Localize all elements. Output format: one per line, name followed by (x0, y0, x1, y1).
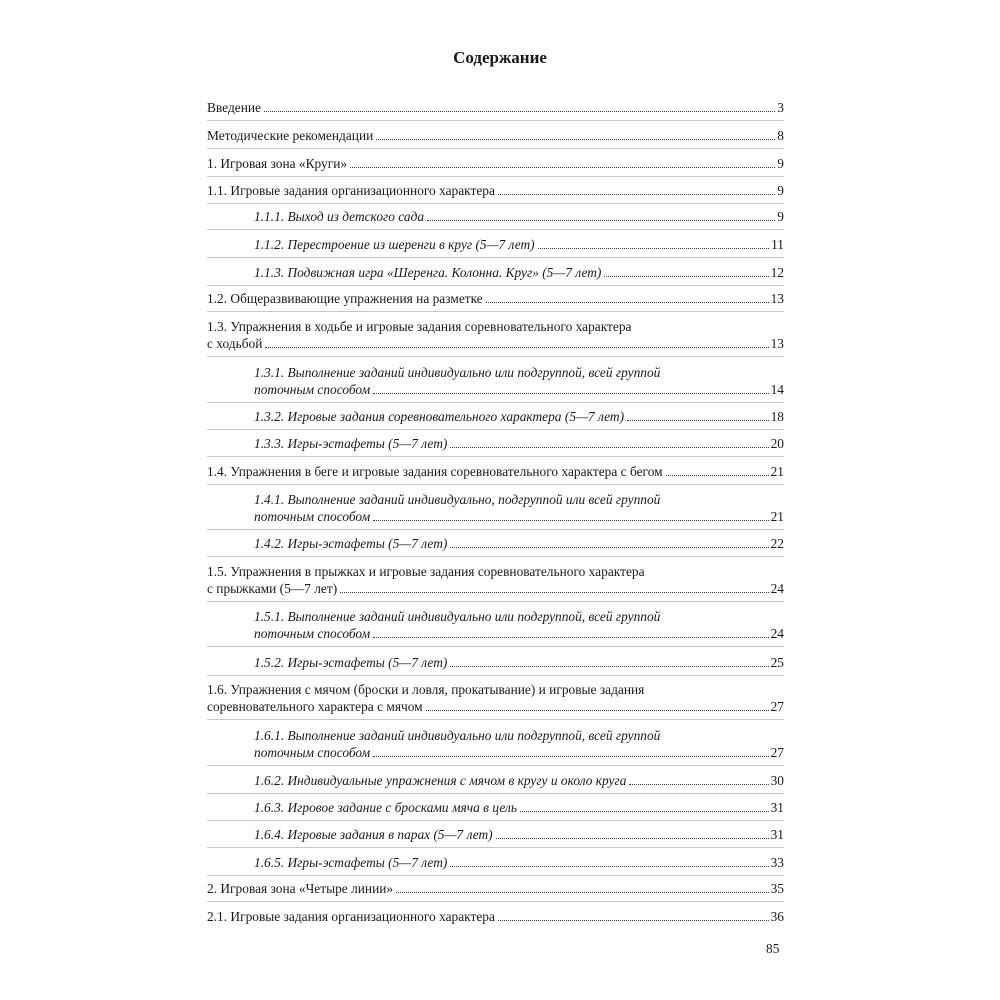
toc-entry-title: с прыжками (5—7 лет) (207, 581, 338, 596)
toc-subentry (254, 491, 784, 525)
toc-entry-page: 14 (770, 382, 784, 397)
toc-subentry (254, 264, 784, 281)
toc-entry-page: 20 (770, 436, 784, 451)
toc-entry (207, 463, 784, 480)
toc-entry-page: 8 (777, 128, 784, 143)
toc-entry-page: 25 (770, 655, 784, 670)
toc-entry-title: с ходьбой (207, 336, 263, 351)
toc-entry-title: 1.1.3. Подвижная игра «Шеренга. Колонна. Круг» (5—7 лет) (254, 265, 602, 280)
toc-subentry (254, 608, 784, 642)
toc-subentry (254, 772, 784, 789)
toc-entry-title: 1.6.4. Игровые задания в парах (5—7 лет) (254, 827, 493, 842)
toc-entry-title: 1.1.1. Выход из детского сада (254, 209, 425, 224)
toc-entry (207, 563, 784, 597)
toc-entry (207, 182, 784, 199)
toc-entry-page: 18 (770, 409, 784, 424)
toc-entry-page: 31 (770, 827, 784, 842)
toc-entry (207, 318, 784, 352)
page-title: Содержание (453, 48, 547, 67)
toc-entry-title: 1.6.5. Игры-эстафеты (5—7 лет) (254, 855, 448, 870)
toc-entry (207, 99, 784, 116)
toc-entry-title: 1.4. Упражнения в беге и игровые задания соревновательного характера с бегом (207, 464, 663, 479)
toc-entry-title: 1.3.3. Игры-эстафеты (5—7 лет) (254, 436, 448, 451)
toc-entry-title-line1: 1.5. Упражнения в прыжках и игровые задания соревновательного характера (207, 564, 645, 579)
toc-entry-title: поточным способом (254, 745, 371, 760)
toc-entry-title: Введение (207, 100, 261, 115)
toc-entry-title: 1.6.2. Индивидуальные упражнения с мячом в кругу и около круга (254, 773, 627, 788)
toc-entry-page: 9 (777, 209, 784, 224)
toc-subentry (254, 799, 784, 816)
toc-entry-page: 13 (770, 291, 784, 306)
toc-entry-page: 21 (770, 509, 784, 524)
toc-subentry (254, 208, 784, 225)
toc-entry-title-line1: 1.4.1. Выполнение заданий индивидуально, подгруппой или всей группой (254, 492, 661, 507)
toc-entry-title: поточным способом (254, 626, 371, 641)
toc-entry-title: 1.6.3. Игровое задание с бросками мяча в цель (254, 800, 517, 815)
toc-entry-title-line1: 1.6. Упражнения с мячом (броски и ловля, прокатывание) и игровые задания (207, 682, 645, 697)
toc-entry-title-line1: 1.6.1. Выполнение заданий индивидуально или подгруппой, всей группой (254, 728, 661, 743)
toc-entry (207, 155, 784, 172)
toc-entry-title: 2. Игровая зона «Четыре линии» (207, 881, 394, 896)
toc-entry-title-line1: 1.5.1. Выполнение заданий индивидуально или подгруппой, всей группой (254, 609, 661, 624)
toc-entry-page: 13 (770, 336, 784, 351)
toc-entry-title: 1.2. Общеразвивающие упражнения на разметке (207, 291, 483, 306)
toc-entry-title: 1. Игровая зона «Круги» (207, 156, 348, 171)
toc-entry-page: 36 (770, 909, 784, 924)
toc-entry-title: 1.4.2. Игры-эстафеты (5—7 лет) (254, 536, 448, 551)
toc-entry (207, 880, 784, 897)
toc-entry-title: 1.1.2. Перестроение из шеренги в круг (5—7 лет) (254, 237, 535, 252)
toc-entry-page: 24 (770, 581, 784, 596)
toc-subentry (254, 408, 784, 425)
toc-entry-page: 9 (777, 183, 784, 198)
toc-entry (207, 908, 784, 925)
toc-entry-page: 27 (770, 699, 784, 714)
toc-subentry (254, 236, 784, 253)
toc-entry-title-line1: 1.3.1. Выполнение заданий индивидуально или подгруппой, всей группой (254, 365, 661, 380)
toc-entry-title: Методические рекомендации (207, 128, 374, 143)
table-of-contents (207, 0, 784, 1000)
toc-entry-title: поточным способом (254, 509, 371, 524)
toc-entry-page: 30 (770, 773, 784, 788)
toc-entry-title: 1.1. Игровые задания организационного характера (207, 183, 495, 198)
toc-entry-page: 27 (770, 745, 784, 760)
toc-entry-page: 11 (771, 237, 784, 252)
toc-entry-title: соревновательного характера с мячом (207, 699, 423, 714)
toc-entry-page: 3 (777, 100, 784, 115)
toc-entry-page: 21 (770, 464, 784, 479)
toc-entry-page: 22 (770, 536, 784, 551)
toc-subentry (254, 826, 784, 843)
toc-entry-title: 2.1. Игровые задания организационного характера (207, 909, 495, 924)
toc-subentry (254, 654, 784, 671)
toc-entry-page: 9 (777, 156, 784, 171)
toc-entry-page: 33 (770, 855, 784, 870)
toc-entry-title-line1: 1.3. Упражнения в ходьбе и игровые задания соревновательного характера (207, 319, 632, 334)
toc-entry-page: 31 (770, 800, 784, 815)
toc-entry-title: поточным способом (254, 382, 371, 397)
toc-entry-page: 35 (770, 881, 784, 896)
toc-subentry (254, 364, 784, 398)
toc-entry (207, 681, 784, 715)
toc-entry-page: 24 (770, 626, 784, 641)
toc-entry (207, 127, 784, 144)
toc-entry-page: 12 (770, 265, 784, 280)
toc-subentry (254, 435, 784, 452)
toc-subentry (254, 535, 784, 552)
toc-entry-title: 1.3.2. Игровые задания соревновательного характера (5—7 лет) (254, 409, 625, 424)
toc-entry (207, 290, 784, 307)
toc-entry-title: 1.5.2. Игры-эстафеты (5—7 лет) (254, 655, 448, 670)
toc-subentry (254, 854, 784, 871)
toc-subentry (254, 727, 784, 761)
page-number: 85 (766, 941, 780, 956)
